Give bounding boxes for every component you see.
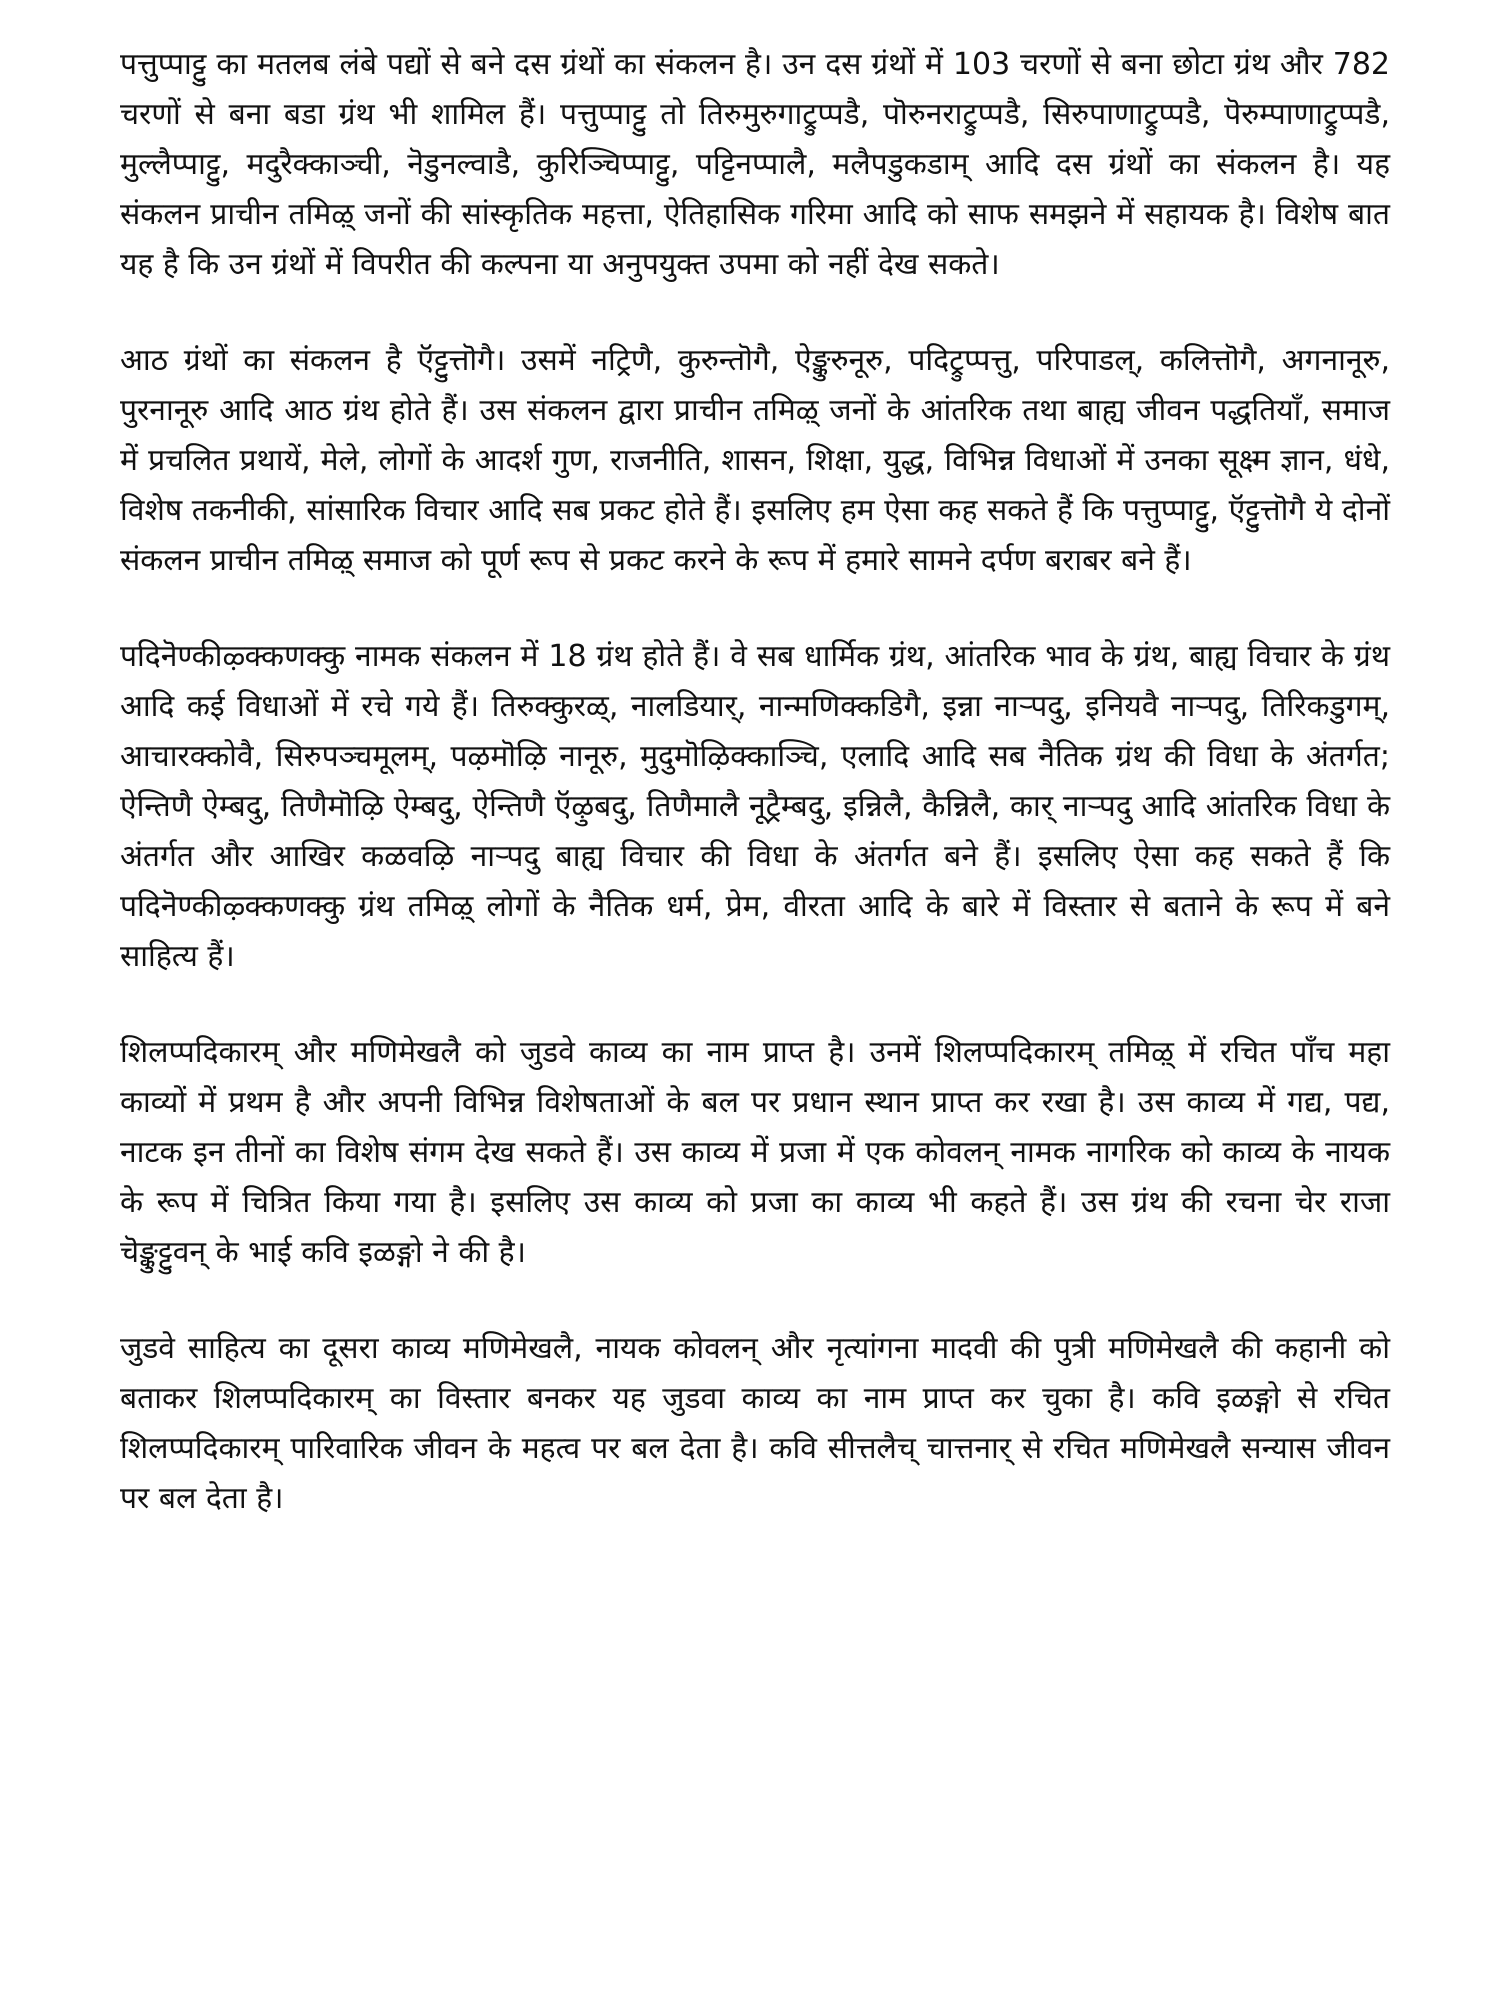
- paragraph-padinenkilkanakku: पदिनॆण्कीऴ्क्कणक्कु नामक संकलन में 18 ग्रंथ होते हैं। वे सब धार्मिक ग्रंथ, आंतरिक भाव के ग्रंथ, बाह्य विचार के ग्रंथ आदि कई विधाओं में रचे गये हैं। तिरुक्कुरळ्, नालडियार्, नान्मणिक्कडिगै, इन्ना नाऱ्पदु, इनियवै नाऱ्पदु, तिरिकडुगम्, आचारक्कोवै, सिरुपञ्चमूलम्, पऴमॊऴि नानूरु, मुदुमॊऴिक्काञ्चि, एलादि आदि सब नैतिक ग्रंथ की विधा के अंतर्गत; ऐन्तिणै ऐम्बदु, तिणैमॊऴि ऐम्बदु, ऐन्तिणै ऍऴुबदु, तिणैमालै नूट्रैम्बदु, इन्निलै, कैन्निलै, कार् नाऱ्पदु आदि आंतरिक विधा के अंतर्गत और आखिर कळवऴि नाऱ्पदु बाह्य विचार की विधा के अंतर्गत बने हैं। इसलिए ऐसा कह सकते हैं कि पदिनॆण्कीऴ्क्कणक्कु ग्रंथ तमिऴ् लोगों के नैतिक धर्म, प्रेम, वीरता आदि के बारे में विस्तार से बताने के रूप में बने साहित्य हैं।: [120, 639, 1390, 974]
- paragraph-ettuttogai: आठ ग्रंथों का संकलन है ऍट्टुत्तॊगै। उसमें नट्रिणै, कुरुन्तॊगै, ऐङ्कुरुनूरु, पदिट्रुप्पत्तु, परिपाडल्, कलित्तॊगै, अगनानूरु, पुरनानूरु आदि आठ ग्रंथ होते हैं। उस संकलन द्वारा प्राचीन तमिऴ् जनों के आंतरिक तथा बाह्य जीवन पद्धतियाँ, समाज में प्रचलित प्रथायें, मेले, लोगों के आदर्श गुण, राजनीति, शासन, शिक्षा, युद्ध, विभिन्न विधाओं में उनका सूक्ष्म ज्ञान, धंधे, विशेष तकनीकी, सांसारिक विचार आदि सब प्रकट होते हैं। इसलिए हम ऐसा कह सकते हैं कि पत्तुप्पाट्टु, ऍट्टुत्तॊगै ये दोनों संकलन प्राचीन तमिऴ् समाज को पूर्ण रूप से प्रकट करने के रूप में हमारे सामने दर्पण बराबर बने हैं।: [120, 343, 1390, 578]
- paragraph-manimekhalai: जुडवे साहित्य का दूसरा काव्य मणिमेखलै, नायक कोवलन् और नृत्यांगना मादवी की पुत्री मणिमेखलै की कहानी को बताकर शिलप्पदिकारम् का विस्तार बनकर यह जुडवा काव्य का नाम प्राप्त कर चुका है। कवि इळङ्गो से रचित शिलप्पदिकारम् पारिवारिक जीवन के महत्व पर बल देता है। कवि सीत्तलैच् चात्तनार् से रचित मणिमेखलै सन्यास जीवन पर बल देता है।: [120, 1331, 1390, 1516]
- paragraph-silappadikaram: शिलप्पदिकारम् और मणिमेखलै को जुडवे काव्य का नाम प्राप्त है। उनमें शिलप्पदिकारम् तमिऴ् में रचित पाँच महा काव्यों में प्रथम है और अपनी विभिन्न विशेषताओं के बल पर प्रधान स्थान प्राप्त कर रखा है। उस काव्य में गद्य, पद्य, नाटक इन तीनों का विशेष संगम देख सकते हैं। उस काव्य में प्रजा में एक कोवलन् नामक नागरिक को काव्य के नायक के रूप में चित्रित किया गया है। इसलिए उस काव्य को प्रजा का काव्य भी कहते हैं। उस ग्रंथ की रचना चेर राजा चॆङ्कुट्टुवन् के भाई कवि इळङ्गो ने की है।: [120, 1035, 1390, 1270]
- paragraph-pattuppattu: पत्तुप्पाट्टु का मतलब लंबे पद्यों से बने दस ग्रंथों का संकलन है। उन दस ग्रंथों में 103 चरणों से बना छोटा ग्रंथ और 782 चरणों से बना बडा ग्रंथ भी शामिल हैं। पत्तुप्पाट्टु तो तिरुमुरुगाट्रुप्पडै, पॊरुनराट्रुप्पडै, सिरुपाणाट्रुप्पडै, पॆरुम्पाणाट्रुप्पडै, मुल्लैप्पाट्टु, मदुरैक्काञ्ची, नॆडुनल्वाडै, कुरिञ्चिप्पाट्टु, पट्टिनप्पालै, मलैपडुकडाम् आदि दस ग्रंथों का संकलन है। यह संकलन प्राचीन तमिऴ् जनों की सांस्कृतिक महत्ता, ऐतिहासिक गरिमा आदि को साफ समझने में सहायक है। विशेष बात यह है कि उन ग्रंथों में विपरीत की कल्पना या अनुपयुक्त उपमा को नहीं देख सकते।: [120, 47, 1390, 282]
